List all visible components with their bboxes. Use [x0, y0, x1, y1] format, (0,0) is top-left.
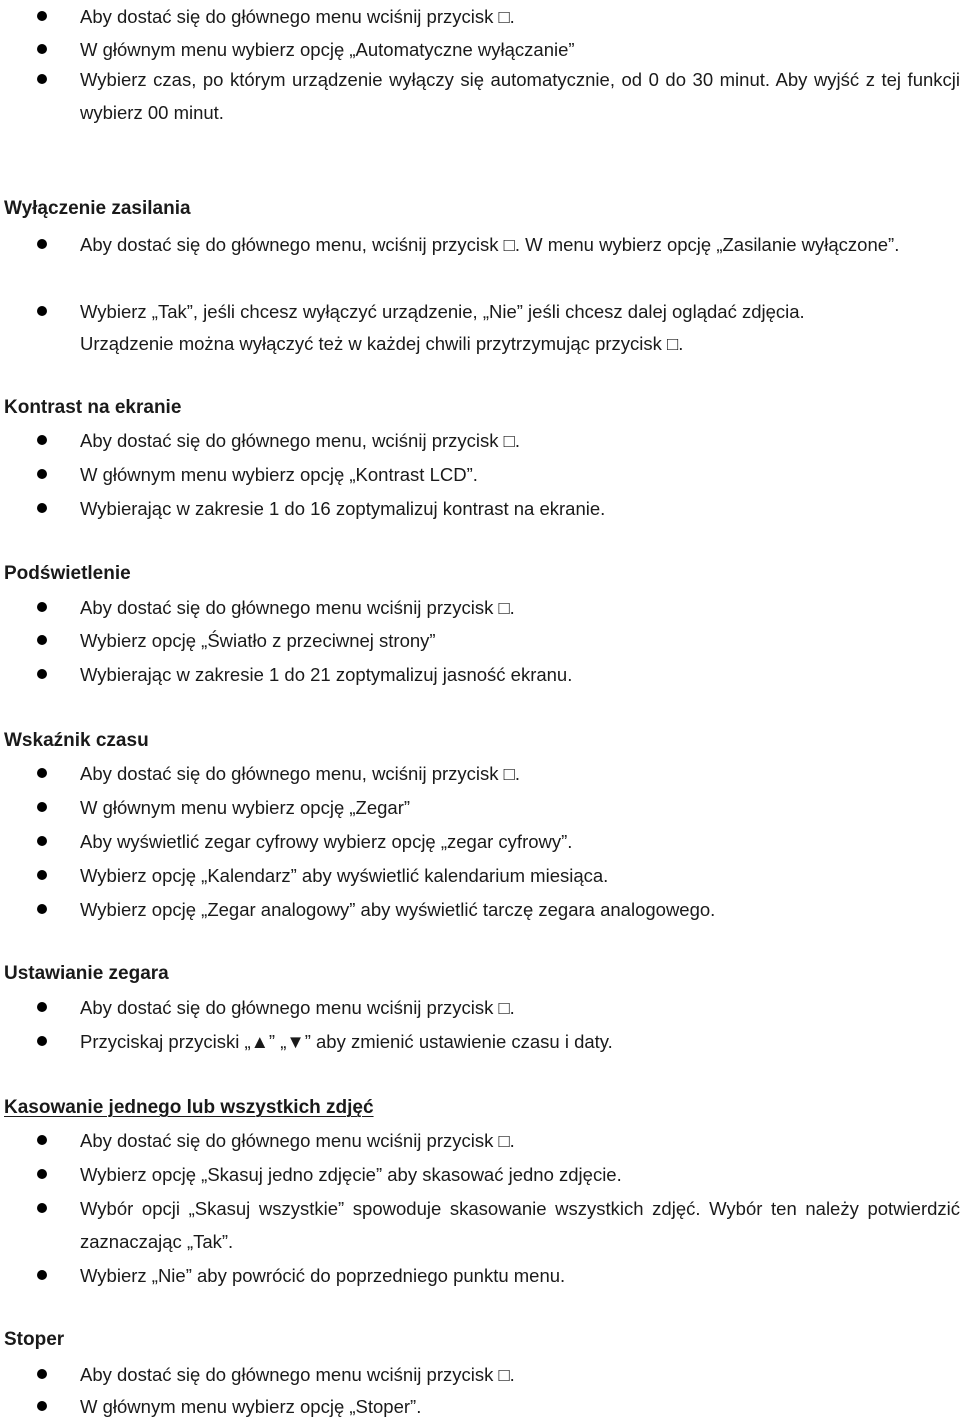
bullet-icon [37, 1401, 47, 1411]
section-heading-clock-indicator: Wskaźnik czasu [4, 730, 149, 751]
list-item-text: Wybierz opcję „Światło z przeciwnej strony” [80, 630, 436, 651]
list-item-text: Aby dostać się do głównego menu wciśnij przycisk □. [80, 1130, 515, 1151]
bullet-icon [37, 11, 47, 21]
bullet-icon [37, 469, 47, 479]
section-heading-delete: Kasowanie jednego lub wszystkich zdjęć [4, 1097, 374, 1118]
section-heading-stopwatch: Stoper [4, 1329, 65, 1350]
section-heading-power-off: Wyłączenie zasilania [4, 198, 191, 219]
list-item-text: Wybierz opcję „Zegar analogowy” aby wyświetlić tarczę zegara analogowego. [80, 899, 716, 920]
bullet-icon [37, 802, 47, 812]
list-item-text: Aby dostać się do głównego menu, wciśnij przycisk □. [80, 430, 520, 451]
list-item-text: W głównym menu wybierz opcję „Automatyczne wyłączanie” [80, 39, 575, 60]
bullet-icon [37, 44, 47, 54]
bullet-icon [37, 669, 47, 679]
list-item-text: Wybierając w zakresie 1 do 21 zoptymalizuj jasność ekranu. [80, 664, 573, 685]
bullet-icon [37, 1135, 47, 1145]
list-item-text: Wybierając w zakresie 1 do 16 zoptymalizuj kontrast na ekranie. [80, 498, 606, 519]
list-item-text: Aby dostać się do głównego menu wciśnij przycisk □. [80, 597, 515, 618]
section-heading-backlight: Podświetlenie [4, 563, 131, 584]
list-item-text: W głównym menu wybierz opcję „Kontrast LCD”. [80, 464, 478, 485]
bullet-icon [37, 1203, 47, 1213]
bullet-icon [37, 1169, 47, 1179]
bullet-icon [37, 1002, 47, 1012]
list-item-text: Aby dostać się do głównego menu wciśnij przycisk □. [80, 1364, 515, 1385]
bullet-icon [37, 503, 47, 513]
list-item-text: Wybierz opcję „Kalendarz” aby wyświetlić kalendarium miesiąca. [80, 865, 609, 886]
bullet-icon [37, 870, 47, 880]
bullet-icon [37, 836, 47, 846]
list-item-text: Przyciskaj przyciski „▲” „▼” aby zmienić ustawienie czasu i daty. [80, 1031, 613, 1052]
list-item-text: Wybierz opcję „Skasuj jedno zdjęcie” aby skasować jedno zdjęcie. [80, 1164, 622, 1185]
section-heading-clock-setting: Ustawianie zegara [4, 963, 169, 984]
bullet-icon [37, 1369, 47, 1379]
list-item-text: Wybierz „Tak”, jeśli chcesz wyłączyć urządzenie, „Nie” jeśli chcesz dalej oglądać zdjęcia. [80, 301, 805, 322]
list-item-text: W głównym menu wybierz opcję „Zegar” [80, 797, 411, 818]
list-item [0, 1192, 960, 1258]
bullet-icon [37, 904, 47, 914]
bullet-icon [37, 1270, 47, 1280]
bullet-icon [37, 239, 47, 249]
list-item [0, 63, 960, 129]
bullet-icon [37, 306, 47, 316]
list-item [0, 228, 960, 294]
bullet-icon [37, 635, 47, 645]
bullet-icon [37, 1036, 47, 1046]
bullet-icon [37, 602, 47, 612]
bullet-icon [37, 768, 47, 778]
list-item-text: Wybór opcji „Skasuj wszystkie” spowoduje skasowanie wszystkich zdjęć. Wybór ten należy potwierdzić zaznaczając „Tak”. [80, 1198, 960, 1252]
list-item-text: Aby wyświetlić zegar cyfrowy wybierz opcję „zegar cyfrowy”. [80, 831, 573, 852]
list-item-text: W głównym menu wybierz opcję „Stoper”. [80, 1396, 422, 1417]
list-item-text: Wybierz „Nie” aby powrócić do poprzedniego punktu menu. [80, 1265, 566, 1286]
bullet-icon [37, 74, 47, 84]
list-item-text: Wybierz czas, po którym urządzenie wyłączy się automatycznie, od 0 do 30 minut. Aby wyjść z tej funkcji wybierz 00 minut. [80, 69, 960, 123]
list-item-text: Aby dostać się do głównego menu, wciśnij przycisk □. [80, 763, 520, 784]
list-item-text: Aby dostać się do głównego menu wciśnij przycisk □. [80, 997, 515, 1018]
list-item-text: Aby dostać się do głównego menu wciśnij przycisk □. [80, 6, 515, 27]
list-item-note: Urządzenie można wyłączyć też w każdej chwili przytrzymując przycisk □. [80, 333, 684, 354]
section-heading-contrast: Kontrast na ekranie [4, 397, 182, 418]
list-item-text: Aby dostać się do głównego menu, wciśnij przycisk □. W menu wybierz opcję „Zasilanie wyłączone”. [80, 234, 900, 255]
bullet-icon [37, 435, 47, 445]
